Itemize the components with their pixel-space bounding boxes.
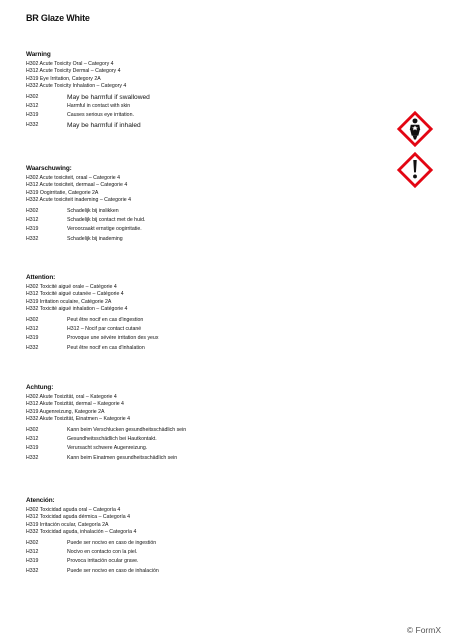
section-heading: Achtung: xyxy=(26,384,54,391)
hazard-text: H312 – Nocif par contact cutané xyxy=(67,325,142,332)
hazard-statement-row xyxy=(26,426,386,435)
hazard-class-line: H302 Acute Toxicity Oral – Category 4 xyxy=(26,61,114,67)
hazard-class-line: H312 Toxicidad aguda dérmica – Categoría 4 xyxy=(26,514,131,521)
hazard-statement-row xyxy=(26,444,386,453)
hazard-code: H312 xyxy=(26,435,39,442)
hazard-statement-row xyxy=(26,454,386,463)
hazard-text: Puede ser nocivo en caso de inhalación xyxy=(67,567,159,574)
hazard-statement-row xyxy=(26,102,386,111)
hazard-text: Peut être nocif en cas d'inhalation xyxy=(67,344,145,351)
hazard-code: H312 xyxy=(26,325,39,332)
hazard-section xyxy=(26,51,386,130)
hazard-statement-row xyxy=(26,316,386,325)
hazard-class-line: H332 Akute Toxizität, Einatmen – Kategorie 4 xyxy=(26,416,131,423)
hazard-statement-row xyxy=(26,539,386,548)
exclamation-mark-pictogram xyxy=(396,151,434,189)
hazard-class-line: H332 Toxicité aiguë inhalation – Catégorie 4 xyxy=(26,306,128,313)
hazard-code: H319 xyxy=(26,226,39,233)
hazard-code: H302 xyxy=(26,426,39,433)
hazard-statement-row xyxy=(26,216,386,225)
hazard-class-line: H332 Acute toxiciteit inademing – Categorie 4 xyxy=(26,197,131,204)
hazard-text: Peut être nocif en cas d'ingestion xyxy=(67,316,144,323)
hazard-statement-row xyxy=(26,225,386,234)
footer-brand: © FormX xyxy=(406,625,441,635)
health-hazard-pictogram xyxy=(396,110,434,148)
hazard-text: Schadelijk bij inslikken xyxy=(67,207,119,214)
hazard-class-line: H312 Acute Toxicity Dermal – Category 4 xyxy=(26,68,121,75)
hazard-class-line: H332 Acute Toxicity Inhalation – Category 4 xyxy=(26,83,127,90)
hazard-text: May be harmful if swallowed xyxy=(67,93,150,101)
hazard-code: H302 xyxy=(26,207,39,214)
hazard-statement-row xyxy=(26,207,386,216)
hazard-statements xyxy=(26,426,386,463)
hazard-text: Provoque une sévère irritation des yeux xyxy=(67,335,159,342)
hazard-class-line: H302 Toxicité aiguë orale – Catégorie 4 xyxy=(26,284,117,290)
hazard-class-line: H319 Irritación ocular, Categoría 2A xyxy=(26,521,109,528)
hazard-class-line: H302 Akute Toxizität, oral – Kategorie 4 xyxy=(26,394,117,400)
hazard-statement-row xyxy=(26,93,386,102)
hazard-statements xyxy=(26,207,386,244)
hazard-class-line: H312 Acute toxiciteit, dermaal – Categorie 4 xyxy=(26,182,128,189)
hazard-class-line: H319 Irritation oculaire, Catégorie 2A xyxy=(26,298,112,305)
hazard-code: H319 xyxy=(26,112,39,119)
hazard-text: May be harmful if inhaled xyxy=(67,121,141,129)
hazard-statement-row xyxy=(26,334,386,343)
hazard-class-line: H312 Akute Toxizität, dermal – Kategorie 4 xyxy=(26,401,124,408)
hazard-statements xyxy=(26,539,386,576)
hazard-statement-row xyxy=(26,111,386,120)
hazard-statements xyxy=(26,316,386,353)
section-heading: Warning xyxy=(26,51,51,58)
section-heading: Attention: xyxy=(26,274,56,281)
hazard-code: H302 xyxy=(26,316,39,323)
hazard-text: Causes serious eye irritation. xyxy=(67,112,134,119)
hazard-code: H332 xyxy=(26,235,39,242)
hazard-text: Schadelijk bij contact met de huid. xyxy=(67,216,146,223)
hazard-statement-row xyxy=(26,235,386,244)
section-heading: Atención: xyxy=(26,497,55,504)
hazard-code: H332 xyxy=(26,344,39,351)
hazard-statement-row xyxy=(26,567,386,576)
hazard-code: H319 xyxy=(26,558,39,565)
hazard-text: Verursacht schwere Augenreizung. xyxy=(67,445,148,452)
hazard-section xyxy=(26,274,386,353)
hazard-statement-row xyxy=(26,548,386,557)
hazard-class-line: H302 Toxicidad aguda oral – Categoría 4 xyxy=(26,507,121,513)
hazard-text: Nocivo en contacto con la piel. xyxy=(67,548,138,555)
hazard-class-line: H312 Toxicité aiguë cutanée – Catégorie 4 xyxy=(26,291,124,298)
hazard-code: H302 xyxy=(26,93,39,100)
hazard-code: H319 xyxy=(26,445,39,452)
hazard-code: H312 xyxy=(26,548,39,555)
hazard-statement-row xyxy=(26,325,386,334)
hazard-statement-row xyxy=(26,435,386,444)
hazard-code: H332 xyxy=(26,567,39,574)
hazard-statement-row xyxy=(26,121,386,130)
hazard-statements xyxy=(26,93,386,130)
hazard-section xyxy=(26,384,386,463)
hazard-class-line: H319 Oogirritatie, Categorie 2A xyxy=(26,189,99,196)
hazard-class-line: H319 Augenreizung, Kategorie 2A xyxy=(26,408,105,415)
hazard-text: Schadelijk bij inademing xyxy=(67,235,123,242)
hazard-text: Kann beim Einatmen gesundheitsschädlich sein xyxy=(67,454,178,461)
hazard-text: Veroorzaakt ernstige oogirritatie. xyxy=(67,226,142,233)
hazard-code: H312 xyxy=(26,216,39,223)
hazard-text: Harmful in contact with skin xyxy=(67,102,131,109)
hazard-section xyxy=(26,497,386,576)
hazard-code: H332 xyxy=(26,121,39,128)
hazard-statement-row xyxy=(26,557,386,566)
hazard-code: H312 xyxy=(26,102,39,109)
section-heading: Waarschuwing: xyxy=(26,165,72,172)
hazard-code: H302 xyxy=(26,539,39,546)
hazard-class-line: H332 Toxicidad aguda, inhalación – Categoría 4 xyxy=(26,529,137,536)
hazard-text: Puede ser nocivo en caso de ingestión xyxy=(67,539,157,546)
hazard-text: Provoca irritación ocular grave. xyxy=(67,558,139,565)
hazard-code: H319 xyxy=(26,335,39,342)
hazard-text: Kann beim Verschlucken gesundheitsschädlich sein xyxy=(67,426,187,433)
hazard-class-line: H319 Eye Irritation, Category 2A xyxy=(26,75,101,82)
hazard-class-line: H302 Acute toxiciteit, oraal – Categorie 4 xyxy=(26,175,121,181)
hazard-code: H332 xyxy=(26,454,39,461)
hazard-section xyxy=(26,165,386,244)
hazard-text: Gesundheitsschädlich bei Hautkontakt. xyxy=(67,435,157,442)
hazard-statement-row xyxy=(26,344,386,353)
document-title: BR Glaze White xyxy=(26,13,90,23)
